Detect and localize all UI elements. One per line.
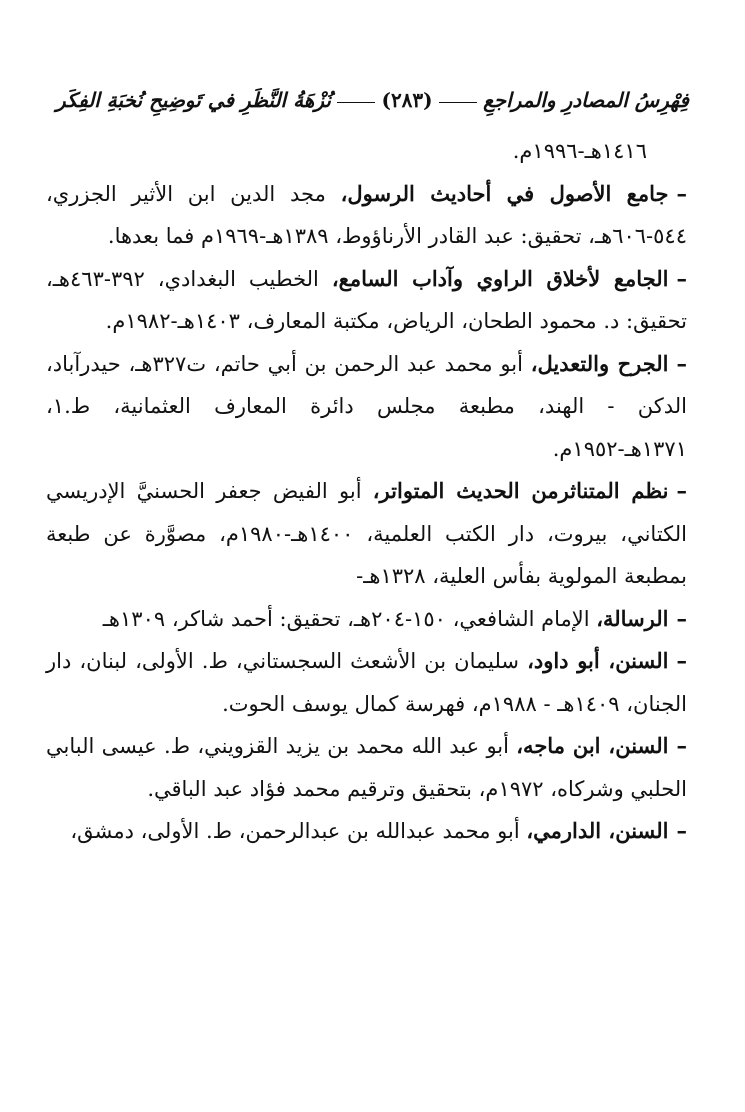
bibliography-entry: [46, 173, 687, 258]
bibliography-entry: [46, 598, 687, 641]
entry-dash: –: [676, 265, 687, 291]
entry-dash: –: [676, 605, 687, 631]
entry-details: أبو عبد الله محمد بن يزيد القزويني، ط. عيسى البابي الحلبي وشركاه، ١٩٧٢م، بتحقيق وترقيم محمد فؤاد عبد الباقي.: [46, 734, 687, 801]
header-rule-right: [439, 102, 478, 103]
header-book-title: نُزْهَةُ النَّظَرِ في تَوضِيحِ نُخبَةِ الفِكَر: [56, 88, 331, 112]
bibliography-entry: [46, 725, 687, 810]
bibliography-entry: [46, 470, 687, 598]
running-header: [56, 82, 689, 118]
page-number: (٢٨٣): [381, 88, 433, 112]
entry-title: السنن، أبو داود،: [527, 648, 669, 673]
entry-title: جامع الأصول في أحاديث الرسول،: [340, 180, 669, 206]
bibliography-list: [46, 130, 687, 853]
entry-dash: –: [676, 818, 687, 843]
entry-title: نظم المتناثرمن الحديث المتواتر،: [372, 478, 669, 503]
bibliography-entry: [46, 343, 687, 471]
entry-dash: –: [676, 733, 687, 758]
entry-title: الجامع لأخلاق الراوي وآداب السامع،: [331, 265, 669, 291]
entry-dash: –: [676, 180, 687, 206]
entry-dash: –: [676, 648, 687, 673]
entry-dash: –: [676, 350, 687, 376]
entry-details: الإمام الشافعي، ١٥٠-٢٠٤هـ، تحقيق: أحمد شاكر، ١٣٠٩هـ: [102, 606, 597, 631]
bibliography-entry: [46, 810, 687, 853]
entry-title: السنن، الدارمي،: [526, 818, 669, 843]
entry-dash: –: [676, 478, 687, 503]
header-rule-left: [337, 102, 376, 103]
entry-title: الرسالة،: [596, 605, 669, 631]
entry-details: مجد الدين ابن الأثير الجزري، ٥٤٤-٦٠٦هـ، تحقيق: عبد القادر الأرناؤوط، ١٣٨٩هـ-١٩٦٩م فما بعدها.: [46, 181, 687, 248]
entry-details: الخطيب البغدادي، ٣٩٢-٤٦٣هـ، تحقيق: د. محمود الطحان، الرياض، مكتبة المعارف، ١٤٠٣هـ-١٩٨٢م.: [46, 266, 687, 333]
bibliography-entry: [46, 258, 687, 343]
continued-entry-line: ١٤١٦هـ-١٩٩٦م.: [512, 139, 647, 163]
entry-title: السنن، ابن ماجه،: [516, 733, 669, 758]
entry-details: أبو محمد عبدالله بن عبدالرحمن، ط. الأولى، دمشق،: [70, 819, 527, 843]
entry-details: أبو الفيض جعفر الحسنيَّ الإدريسي الكتاني، بيروت، دار الكتب العلمية، ١٤٠٠هـ-١٩٨٠م، مصوَّرة عن طبعة بمطبعة المولوية بفأس العلية، ١٣٢٨هـ-: [46, 479, 687, 588]
header-section-title: فِهْرِسُ المصادرِ والمراجعِ: [483, 88, 689, 112]
entry-details: أبو محمد عبد الرحمن بن أبي حاتم، ت٣٢٧هـ، حيدرآباد، الدكن - الهند، مطبعة مجلس دائرة المعارف العثمانية، ط.١، ١٣٧١هـ-١٩٥٢م.: [46, 351, 687, 461]
bibliography-entry: [46, 640, 687, 725]
entry-title: الجرح والتعديل،: [530, 350, 669, 376]
entry-details: سليمان بن الأشعث السجستاني، ط. الأولى، لبنان، دار الجنان، ١٤٠٩هـ - ١٩٨٨م، فهرسة كمال يوسف الحوت.: [46, 649, 687, 716]
